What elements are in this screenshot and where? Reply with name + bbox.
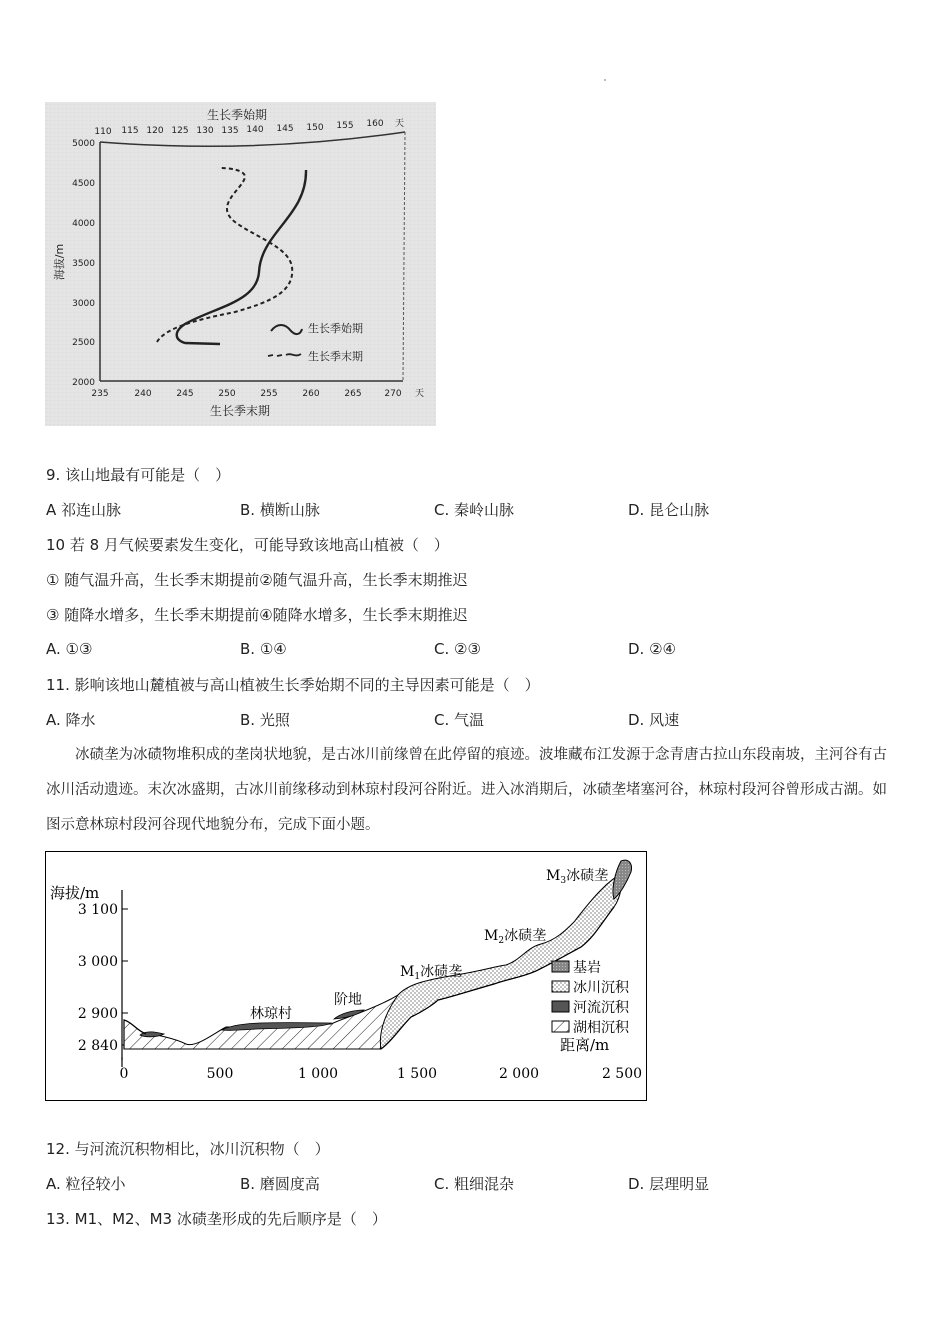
- q11-option-a[interactable]: A. 降水: [46, 711, 96, 729]
- q12-option-c[interactable]: C. 粗细混杂: [434, 1175, 515, 1193]
- bottom-tick: 245: [176, 389, 194, 399]
- top-tick: 120: [146, 126, 164, 136]
- x-tick: 1 500: [396, 1066, 438, 1082]
- bottom-tick: 250: [218, 389, 236, 399]
- q12-option-b[interactable]: B. 磨圆度高: [240, 1175, 320, 1193]
- top-tick: 110: [94, 127, 112, 137]
- q10-statement-line: ③ 随降水增多，生长季末期提前④随降水增多，生长季末期推迟: [46, 606, 468, 624]
- legend-swatch-lacustrine: [552, 1021, 569, 1032]
- bottom-tick: 255: [260, 389, 278, 399]
- top-tick: 155: [336, 121, 354, 131]
- bottom-unit: 天: [415, 389, 425, 399]
- bedrock-outcrop: [613, 860, 632, 899]
- growing-season-chart-svg: [45, 102, 436, 426]
- growing-season-chart: [45, 102, 436, 426]
- y-tick: 5000: [72, 139, 95, 149]
- q10-statement-line: ① 随气温升高，生长季末期提前②随气温升高，生长季末期推迟: [46, 571, 468, 589]
- legend-label: 河流沉积: [573, 1000, 629, 1016]
- village-label: 林琼村: [250, 1006, 292, 1022]
- terrace-label: 阶地: [334, 992, 362, 1008]
- q10-option-d[interactable]: D. ②④: [628, 640, 676, 658]
- moraine-m1-label: [400, 963, 462, 982]
- q9-option-d[interactable]: D. 昆仑山脉: [628, 501, 710, 519]
- top-tick: 150: [306, 123, 324, 133]
- top-tick: 145: [276, 124, 294, 134]
- x-axis-title: 距离/m: [560, 1036, 610, 1054]
- y-tick: 2000: [72, 378, 95, 388]
- moraine-m3-label: [546, 867, 608, 886]
- y-tick: 2 840: [77, 1038, 118, 1054]
- q12-stem: 12. 与河流沉积物相比，冰川沉积物（ ）: [46, 1140, 330, 1158]
- bottom-tick: 265: [344, 389, 362, 399]
- x-tick: 1 000: [297, 1066, 339, 1082]
- top-tick: 135: [221, 126, 239, 136]
- y-tick: 3000: [72, 299, 95, 309]
- x-tick: 500: [206, 1066, 234, 1082]
- moraine-m1-subscript: 1: [414, 972, 421, 982]
- moraine-m3-text: 冰碛垄: [566, 868, 609, 884]
- top-tick: 140: [246, 125, 264, 135]
- moraine-m3-prefix: M: [546, 868, 561, 884]
- top-unit: 天: [395, 119, 405, 129]
- y-tick: 4000: [72, 219, 95, 229]
- moraine-m1-text: 冰碛垄: [420, 964, 463, 980]
- x-tick: 2 000: [498, 1066, 540, 1082]
- legend-label: 湖相沉积: [573, 1020, 629, 1036]
- y-tick: 2 900: [77, 1006, 118, 1022]
- top-tick: 125: [171, 126, 189, 136]
- y-axis-title: 海拔/m: [50, 884, 100, 902]
- x-tick: 2 500: [601, 1066, 643, 1082]
- q10-option-c[interactable]: C. ②③: [434, 640, 481, 658]
- y-tick: 3 100: [77, 902, 118, 918]
- q12-option-d[interactable]: D. 层理明显: [628, 1175, 710, 1193]
- y-tick: 3500: [72, 259, 95, 269]
- legend-swatch-bedrock: [552, 961, 569, 972]
- y-tick: 4500: [72, 179, 95, 189]
- bottom-tick: 240: [134, 389, 152, 399]
- valley-profile-figure: [45, 851, 647, 1101]
- q9-option-b[interactable]: B. 横断山脉: [240, 501, 320, 519]
- q10-option-a[interactable]: A. ①③: [46, 640, 93, 658]
- reading-passage: 冰碛垄为冰碛物堆积成的垄岗状地貌，是古冰川前缘曾在此停留的痕迹。波堆藏布江发源于念青唐古拉山东段南坡，主河谷有古冰川活动遗迹。末次冰盛期，古冰川前缘移动到林琼村段河谷附近。进入冰消期后，冰碛垄堵塞河谷，林琼村段河谷曾形成古湖。如图示意林琼村段河谷现代地貌分布，完成下面小题。: [46, 747, 887, 833]
- moraine-m3-subscript: 3: [560, 876, 567, 886]
- q10-stem: 10 若 8 月气候要素发生变化，可能导致该地高山植被（ ）: [46, 536, 449, 554]
- q12-option-a[interactable]: A. 粒径较小: [46, 1175, 126, 1193]
- top-axis-title: 生长季始期: [206, 108, 268, 122]
- valley-profile-svg: [46, 852, 645, 1099]
- q9-option-c[interactable]: C. 秦岭山脉: [434, 501, 515, 519]
- legend-swatch-river: [552, 1001, 569, 1012]
- moraine-m1-prefix: M: [400, 964, 415, 980]
- q13-stem: 13. M1、M2、M3 冰碛垄形成的先后顺序是（ ）: [46, 1210, 387, 1228]
- q10-option-b[interactable]: B. ①④: [240, 640, 287, 658]
- bottom-tick: 235: [91, 389, 109, 399]
- q11-stem: 11. 影响该地山麓植被与高山植被生长季始期不同的主导因素可能是（ ）: [46, 676, 540, 694]
- moraine-m2-prefix: M: [484, 928, 499, 944]
- q11-option-d[interactable]: D. 风速: [628, 711, 680, 729]
- bottom-axis-title: 生长季末期: [209, 404, 271, 418]
- q11-option-b[interactable]: B. 光照: [240, 711, 290, 729]
- moraine-m2-text: 冰碛垄: [504, 928, 547, 944]
- y-tick: 3 000: [77, 954, 118, 970]
- legend-label: 基岩: [573, 960, 601, 976]
- q9-stem: 9. 该山地最有可能是（ ）: [46, 466, 231, 484]
- legend-label: 生长季始期: [308, 322, 363, 335]
- legend-label: 冰川沉积: [573, 980, 629, 996]
- bottom-tick: 260: [302, 389, 320, 399]
- q9-option-a[interactable]: A 祁连山脉: [46, 501, 122, 519]
- moraine-m2-label: [484, 927, 546, 946]
- q11-option-c[interactable]: C. 气温: [434, 711, 485, 729]
- bottom-tick: 270: [384, 389, 402, 399]
- legend-swatch-glacial: [552, 981, 569, 992]
- x-tick: 0: [119, 1066, 129, 1082]
- top-tick: 160: [366, 119, 384, 129]
- legend-label: 生长季末期: [308, 350, 363, 363]
- top-tick: 115: [121, 126, 139, 136]
- y-tick: 2500: [72, 338, 95, 348]
- top-tick: 130: [196, 126, 214, 136]
- moraine-m2-subscript: 2: [498, 936, 505, 946]
- speck: [604, 79, 606, 81]
- y-axis-title: 海拔/m: [53, 243, 66, 281]
